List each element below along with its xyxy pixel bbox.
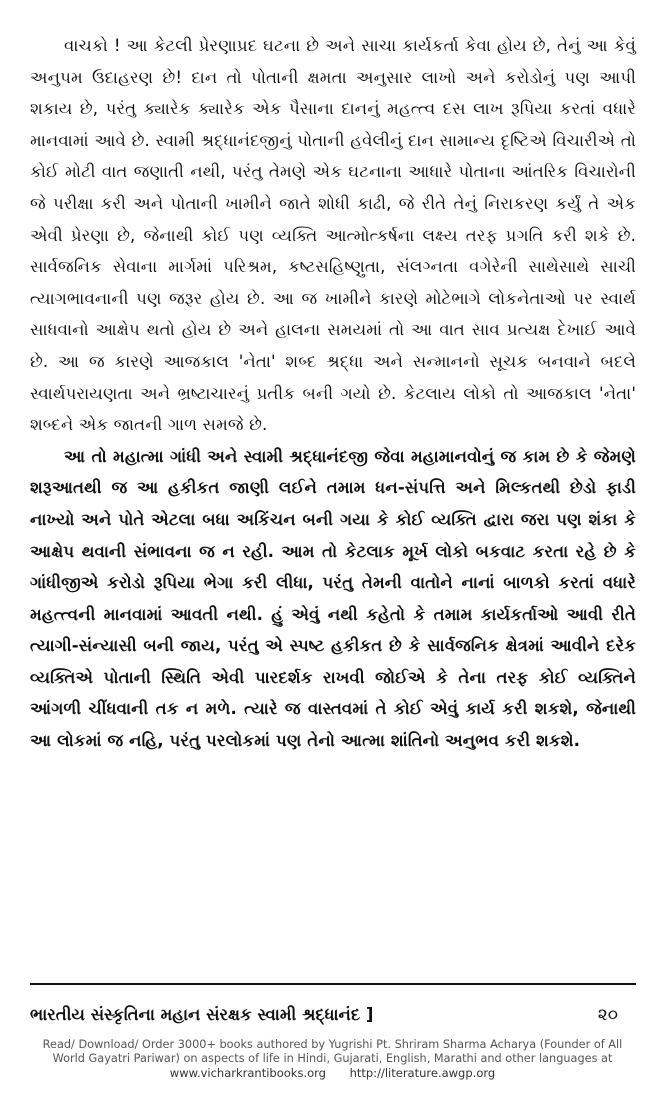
credits-line-2: World Gayatri Pariwar) on aspects of life in Hindi, Gujarati, English, Marathi and other languages at xyxy=(52,1052,613,1065)
page-footer xyxy=(30,1002,636,1030)
book-title: ભારતીય સંસ્કૃતિના મહાન સંરક્ષક સ્વામી શ્રદ્ધાનંદ ] xyxy=(30,1005,374,1024)
paragraph-2: આ તો મહાત્મા ગાંધી અને સ્વામી શ્રદ્ધાનંદજી જેવા મહામાનવોનું જ કામ છે કે જેમણે શરૂઆતથી જ આ હકીકત જાણી લઈને તમામ ધન-સંપત્તિ અને મિલ્કતથી છેડો ફાડી નાખ્યો અને પોતે એટલા બધા અકિંચન બની ગયા કે કોઈ વ્યક્તિ દ્વારા જરા પણ શંકા કે આક્ષેપ થવાની સંભાવના જ ન રહી. આમ તો કેટલાક મૂર્ખ લોકો બકવાટ કરતા રહે છે કે ગાંધીજીએ કરોડો રૂપિયા ભેગા કરી લીધા, પરંતુ તેમની વાતોને નાનાં બાળકો કરતાં વધારે મહત્ત્વની માનવામાં આવતી નથી. હું એવું નથી કહેતો કે તમામ કાર્યકર્તાઓ આવી રીતે ત્યાગી-સંન્યાસી બની જાય, પરંતુ એ સ્પષ્ટ હકીકત છે કે સાર્વજનિક ક્ષેત્રમાં આવીને દરેક વ્યક્તિએ પોતાની સ્થિતિ એવી પારદર્શક રાખવી જોઈએ કે તેના તરફ કોઈ વ્યક્તિને આંગળી ચીંધવાની તક ન મળે. ત્યારે જ વાસ્તવમાં તે કોઈ એવું કાર્ય કરી શકશે, જેનાથી આ લોકમાં જ નહિ, પરંતુ પરલોકમાં પણ તેનો આત્મા શાંતિનો અનુભવ કરી શકશે. xyxy=(30,446,636,751)
credits-websites xyxy=(0,1066,665,1080)
paragraph-1: વાચકો ! આ કેટલી પ્રેરણાપ્રદ ઘટના છે અને સાચા કાર્યકર્તા કેવા હોય છે, તેનું આ કેવું અનુપમ ઉદાહરણ છે! દાન તો પોતાની ક્ષમતા અનુસાર લાખો અને કરોડોનું પણ આપી શકાય છે, પરંતુ ક્યારેક ક્યારેક એક પૈસાના દાનનું મહત્ત્વ દસ લાખ રૂપિયા કરતાં વધારે માનવામાં આવે છે. સ્વામી શ્રદ્ધાનંદજીનું પોતાની હવેલીનું દાન સામાન્ય દૃષ્ટિએ વિચારીએ તો કોઈ મોટી વાત જણાતી નથી, પરંતુ તેમણે એક ઘટનાના આધારે પોતાના આંતરિક વિચારોની જે પરીક્ષા કરી અને પોતાની ખામીને જાતે શોધી કાઢી, જે રીતે તેનું નિરાકરણ કર્યું તે એક એવી પ્રેરણા છે, જેનાથી કોઈ પણ વ્યક્તિ આત્મોત્કર્ષના લક્ષ્ય તરફ પ્રગતિ કરી શકે છે. સાર્વજનિક સેવાના માર્ગમાં પરિશ્રમ, કષ્ટસહિષ્ણુતા, સંલગ્નતા વગેરેની સાથેસાથે સાચી ત્યાગભાવનાની પણ જરૂર હોય છે. આ જ ખામીને કારણે મોટેભાગે લોકનેતાઓ પર સ્વાર્થ સાધવાનો આક્ષેપ થતો હોય છે અને હાલના સમયમાં તો આ વાત સાવ પ્રત્યક્ષ દેખાઈ આવે છે. આ જ કારણે આજકાલ 'નેતા' શબ્દ શ્રદ્ધા અને સન્માનનો સૂચક બનવાને બદલે સ્વાર્થપરાયણતા અને ભ્રષ્ટાચારનું પ્રતીક બની ગયો છે. કેટલાય લોકો તો આજકાલ 'નેતા' શબ્દને એક જાતની ગાળ સમજે છે. xyxy=(30,36,636,435)
page-number: ૨૦ xyxy=(597,1005,618,1025)
footer-divider xyxy=(30,983,636,985)
website-link-awgp[interactable]: http://literature.awgp.org xyxy=(349,1066,496,1080)
body-text xyxy=(30,30,636,757)
publisher-credits xyxy=(0,1038,665,1080)
credits-line-1: Read/ Download/ Order 3000+ books authored by Yugrishi Pt. Shriram Sharma Acharya (Founder of All xyxy=(42,1038,623,1051)
website-link-vicharkranti[interactable]: www.vicharkrantibooks.org xyxy=(169,1066,326,1080)
